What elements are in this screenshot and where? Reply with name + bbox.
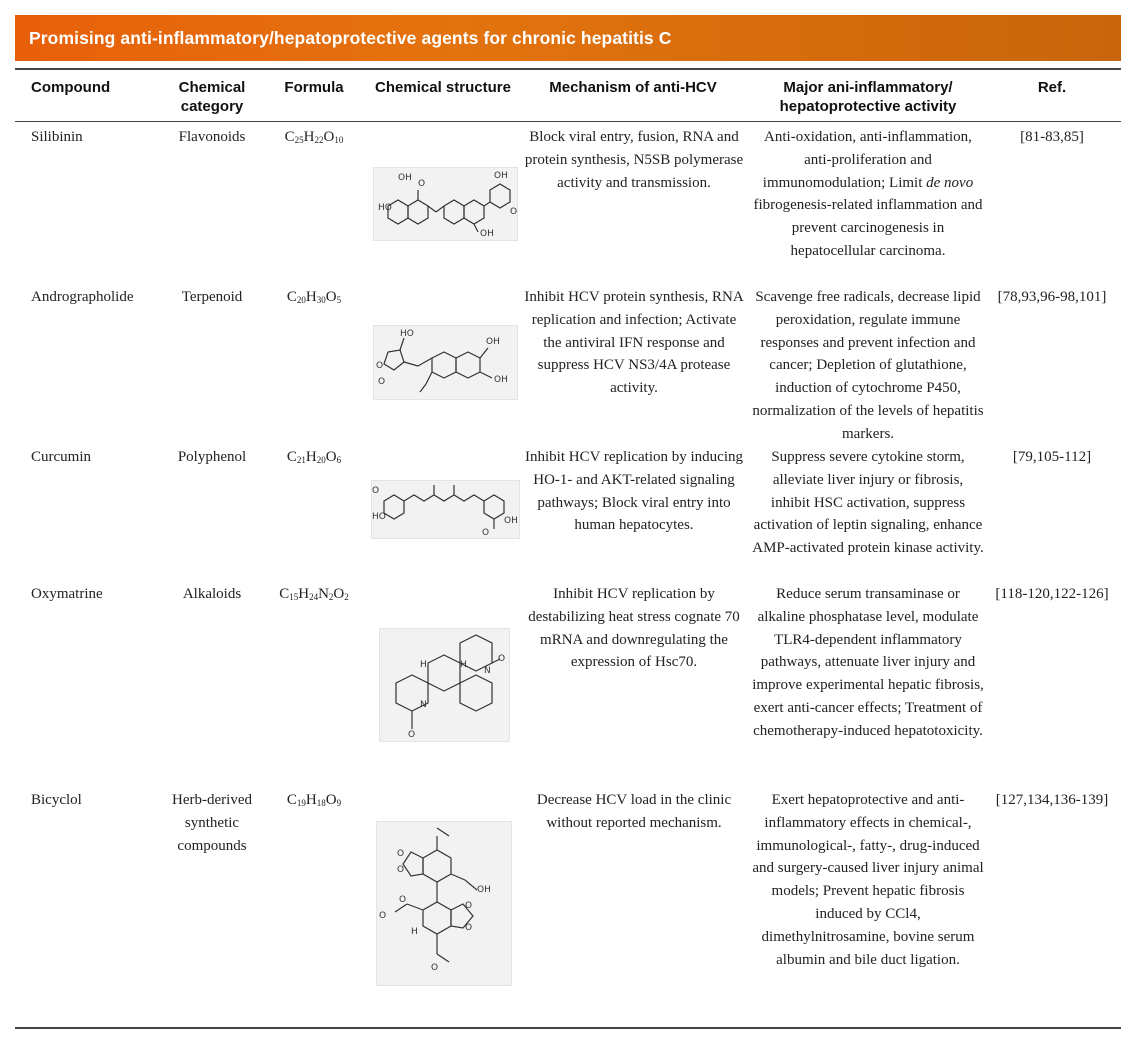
header-category: Chemical category: [178, 79, 246, 115]
svg-text:O: O: [418, 179, 426, 189]
header-formula: Formula: [284, 79, 344, 96]
svg-text:O: O: [408, 730, 416, 740]
svg-text:O: O: [397, 865, 405, 875]
svg-text:O: O: [376, 361, 384, 371]
header-rule: [15, 121, 1121, 122]
andrographolide-structure: [373, 325, 518, 400]
activity-cell: Reduce serum transaminase or alkaline phosphatase level, modulate TLR4-dependent inflammatory pathways, attenuate liver injury and improve experimental hepatic fibrosis, exert anti-cancer effects; Treatment of chemotherapy-induced hepatotoxicity.: [752, 586, 984, 739]
oxymatrine-structure: [379, 628, 510, 742]
mechanism-cell: Decrease HCV load in the clinic without reported mechanism.: [536, 792, 732, 831]
svg-text:O: O: [482, 528, 490, 538]
svg-text:H: H: [460, 660, 467, 670]
category-cell: Polyphenol: [177, 449, 247, 465]
mechanism-cell: Inhibit HCV replication by inducing HO-1- and AKT-related signaling pathways; Block viral entry into human hepatocytes.: [524, 449, 744, 534]
svg-text:OH: OH: [398, 173, 412, 183]
compound-cell: Oxymatrine: [31, 586, 103, 602]
formula-cell: $C_{20}H_{30}O_5$: [286, 289, 342, 305]
formula-cell: $C_{25}H_{22}O_{10}$: [284, 129, 344, 145]
compound-cell: Bicyclol: [31, 792, 82, 808]
svg-text:N: N: [420, 700, 427, 710]
mechanism-cell: Inhibit HCV protein synthesis, RNA replication and infection; Activate the antiviral IFN response and suppress HCV NS3/4A protease activity.: [524, 289, 744, 397]
curcumin-structure: [371, 480, 520, 539]
silibinin-structure: [373, 167, 518, 241]
bottom-rule: [15, 1027, 1121, 1029]
compound-cell: Silibinin: [31, 129, 83, 145]
mechanism-cell: Inhibit HCV replication by destabilizing heat stress cognate 70 mRNA and downregulating the expression of Hsc70.: [528, 586, 740, 671]
activity-cell: Anti-oxidation, anti-inflammation, anti-proliferation and immunomodulation; Limit de novo fibrogenesis-related inflammation and prevent carcinogenesis in hepatocellular carcinoma.: [753, 129, 983, 259]
svg-text:OH: OH: [480, 229, 494, 239]
category-cell: Herb-derived synthetic compounds: [172, 792, 252, 854]
svg-text:O: O: [465, 901, 473, 911]
svg-text:O: O: [378, 377, 386, 387]
svg-text:HO: HO: [372, 512, 386, 522]
ref-cell: [118-120,122-126]: [995, 586, 1109, 602]
formula-cell: $C_{21}H_{20}O_6$: [286, 449, 342, 465]
svg-text:HO: HO: [378, 203, 392, 213]
header-ref: Ref.: [1037, 79, 1067, 96]
table-title: Promising anti-inflammatory/hepatoprotective agents for chronic hepatitis C: [15, 15, 1121, 61]
top-rule: [15, 68, 1121, 70]
svg-text:O: O: [465, 923, 473, 933]
svg-text:H: H: [411, 927, 418, 937]
svg-text:OH: OH: [486, 337, 500, 347]
mechanism-cell: Block viral entry, fusion, RNA and protein synthesis, N5SB polymerase activity and transmission.: [524, 129, 744, 191]
svg-text:OH: OH: [477, 885, 491, 895]
svg-text:O: O: [397, 849, 405, 859]
compound-cell: Andrographolide: [31, 289, 134, 305]
ref-cell: [79,105-112]: [1012, 449, 1092, 465]
header-mechanism: Mechanism of anti-HCV: [549, 79, 717, 96]
header-structure: Chemical structure: [375, 79, 511, 96]
header-activity: Major ani-inflammatory/ hepatoprotective activity: [779, 79, 957, 115]
activity-cell: Suppress severe cytokine storm, alleviate liver injury or fibrosis, inhibit HSC activation, suppress activation of leptin signaling, enhance AMP-activated protein kinase activity.: [752, 449, 984, 557]
bicyclol-structure: [376, 821, 512, 986]
compound-cell: Curcumin: [31, 449, 91, 465]
svg-text:OH: OH: [494, 171, 508, 181]
category-cell: Flavonoids: [178, 129, 246, 145]
header-compound: Compound: [31, 79, 111, 96]
formula-cell: $C_{19}H_{18}O_9$: [286, 792, 342, 808]
svg-text:N: N: [484, 666, 491, 676]
svg-text:O: O: [399, 895, 407, 905]
svg-text:OH: OH: [494, 375, 508, 385]
svg-text:HO: HO: [400, 329, 414, 339]
svg-text:O: O: [372, 486, 380, 496]
category-cell: Terpenoid: [181, 289, 243, 305]
activity-cell: Exert hepatoprotective and anti-inflammatory effects in chemical-, immunological-, fatty-, drug-induced and surgery-caused liver injury animal models; Prevent hepatic fibrosis induced by CCl4, dimethylnitrosamine, bovine serum albumin and bile duct ligation.: [752, 792, 984, 968]
svg-text:OH: OH: [504, 516, 518, 526]
svg-text:O: O: [498, 654, 506, 664]
activity-cell: Scavenge free radicals, decrease lipid peroxidation, regulate immune responses and prevent infection and cancer; Depletion of glutathione, induction of cytochrome P450, normalization of the levels of hepatitis markers.: [752, 289, 984, 442]
svg-text:O: O: [379, 911, 387, 921]
category-cell: Alkaloids: [182, 586, 242, 602]
svg-text:H: H: [420, 660, 427, 670]
formula-cell: $C_{15}H_{24}N_2O_2$: [279, 586, 349, 602]
ref-cell: [81-83,85]: [1020, 129, 1084, 145]
ref-cell: [127,134,136-139]: [995, 792, 1109, 808]
svg-text:O: O: [510, 207, 517, 217]
svg-text:O: O: [431, 963, 439, 973]
ref-cell: [78,93,96-98,101]: [997, 289, 1107, 305]
